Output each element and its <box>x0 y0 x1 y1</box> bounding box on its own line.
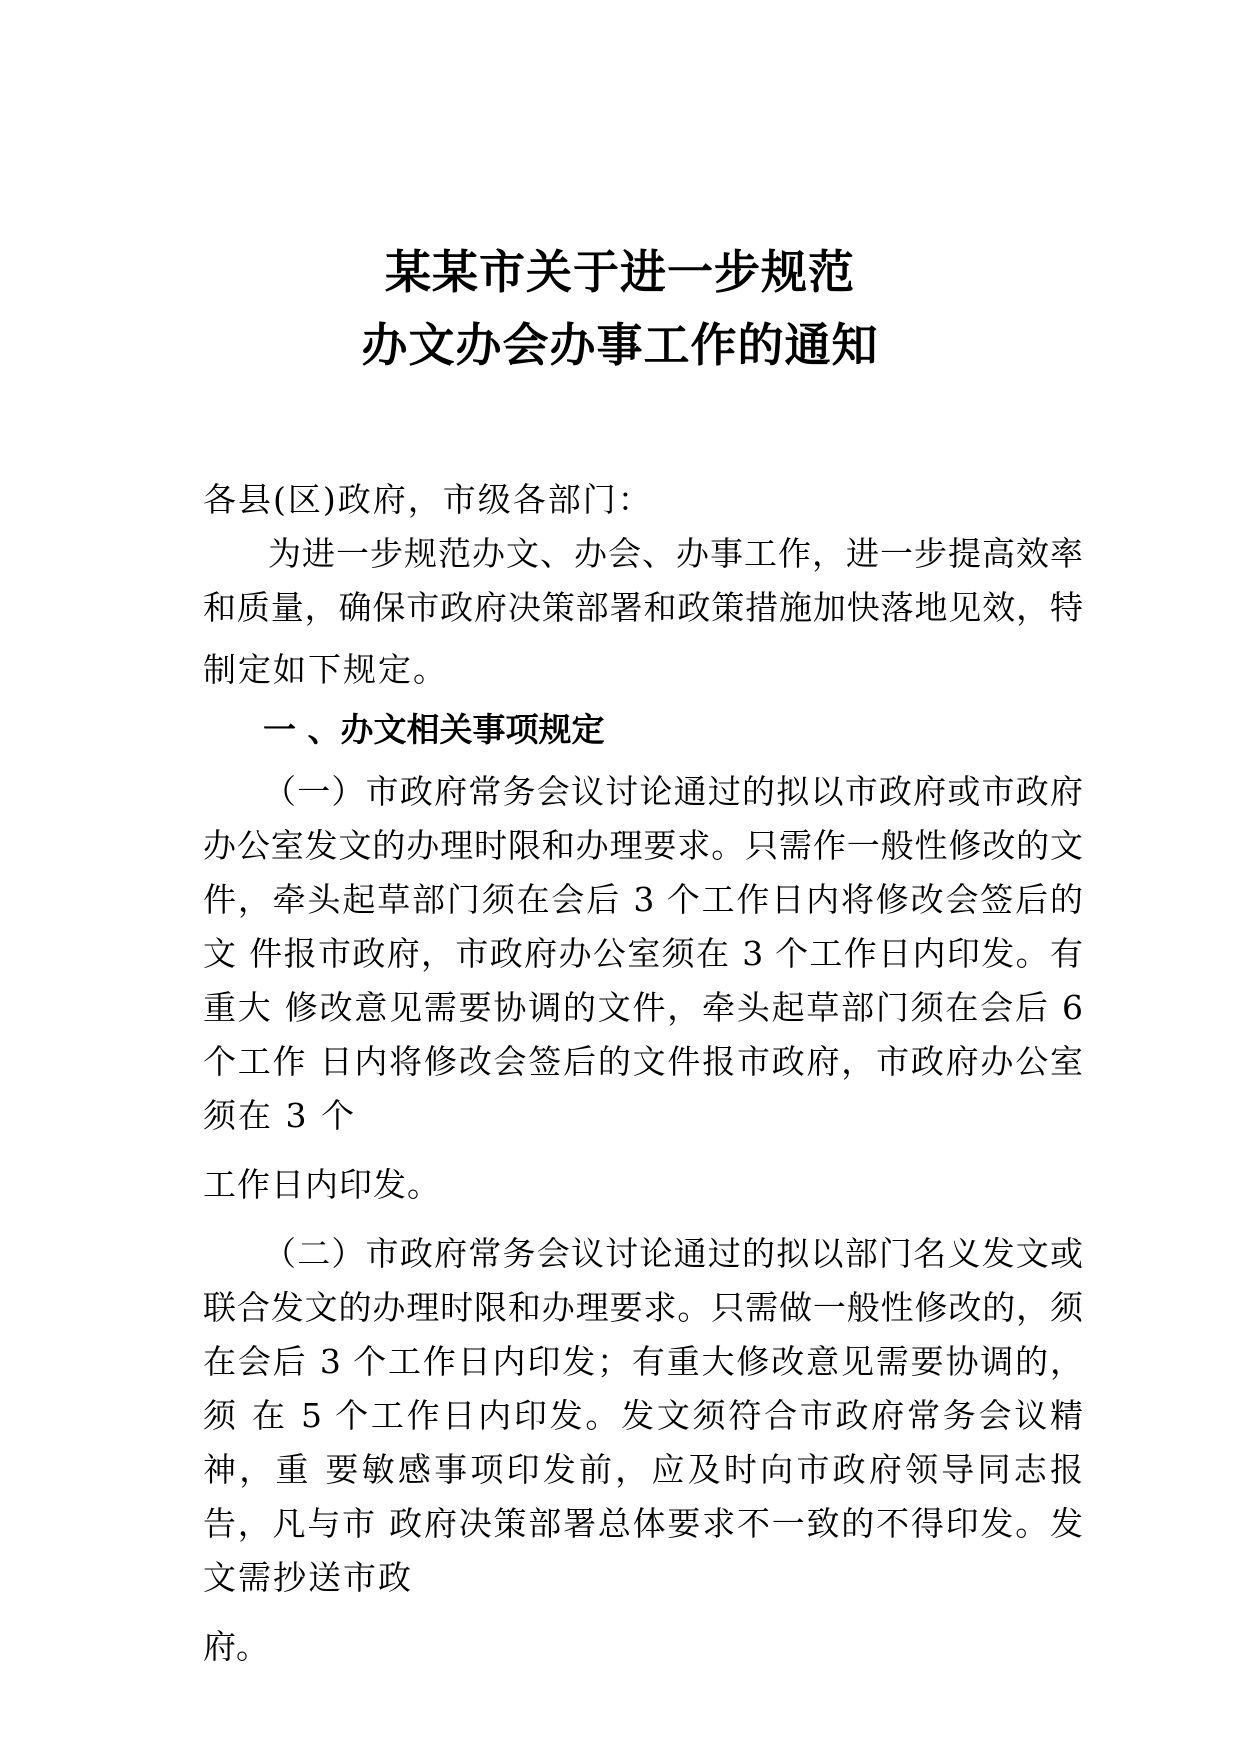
item2-line-6: 告，凡与市 政府决策部署总体要求不一致的不得印发。发 <box>203 1504 1083 1543</box>
item1-line-3: 件，牵头起草部门须在会后 3 个工作日内将修改会签后的 <box>203 880 1083 919</box>
salutation: 各县(区)政府，市级各部门： <box>203 480 653 519</box>
item1-line-5: 重大 修改意见需要协调的文件，牵头起草部门须在会后 6 <box>203 988 1083 1027</box>
intro-line-1: 为进一步规范办文、办会、办事工作，进一步提高效率 <box>268 534 1083 573</box>
item1-line-1: （一）市政府常务会议讨论通过的拟以市政府或市政府 <box>263 772 1083 811</box>
item1-line-2: 办公室发文的办理时限和办理要求。只需作一般性修改的文 <box>203 826 1083 865</box>
document-title-line-1: 某某市关于进一步规范 <box>385 245 855 299</box>
item1-line-7: 须在 3 个 <box>203 1096 356 1135</box>
document-title-line-2: 办文办会办事工作的通知 <box>361 318 879 372</box>
item2-line-5: 神，重 要敏感事项印发前，应及时向市政府领导同志报 <box>203 1450 1083 1489</box>
section-heading: 一 、办文相关事项规定 <box>263 710 605 749</box>
item2-line-7: 文需抄送市政 <box>203 1558 413 1597</box>
item2-line-1: （二）市政府常务会议讨论通过的拟以部门名义发文或 <box>263 1234 1083 1273</box>
intro-line-2: 和质量，确保市政府决策部署和政策措施加快落地见效，特 <box>203 588 1083 627</box>
item2-line-3: 在会后 3 个工作日内印发；有重大修改意见需要协调的， <box>203 1342 1083 1381</box>
item2-line-8: 府。 <box>203 1627 269 1666</box>
item1-line-6: 个工作 日内将修改会签后的文件报市政府，市政府办公室 <box>203 1042 1083 1081</box>
item2-line-4: 须 在 5 个工作日内印发。发文须符合市政府常务会议精 <box>203 1396 1083 1435</box>
item2-line-2: 联合发文的办理时限和办理要求。只需做一般性修改的，须 <box>203 1288 1083 1327</box>
item1-line-8: 工作日内印发。 <box>203 1165 441 1204</box>
intro-line-3: 制定如下规定。 <box>203 650 448 689</box>
item1-line-4: 文 件报市政府，市政府办公室须在 3 个工作日内印发。有 <box>203 934 1083 973</box>
